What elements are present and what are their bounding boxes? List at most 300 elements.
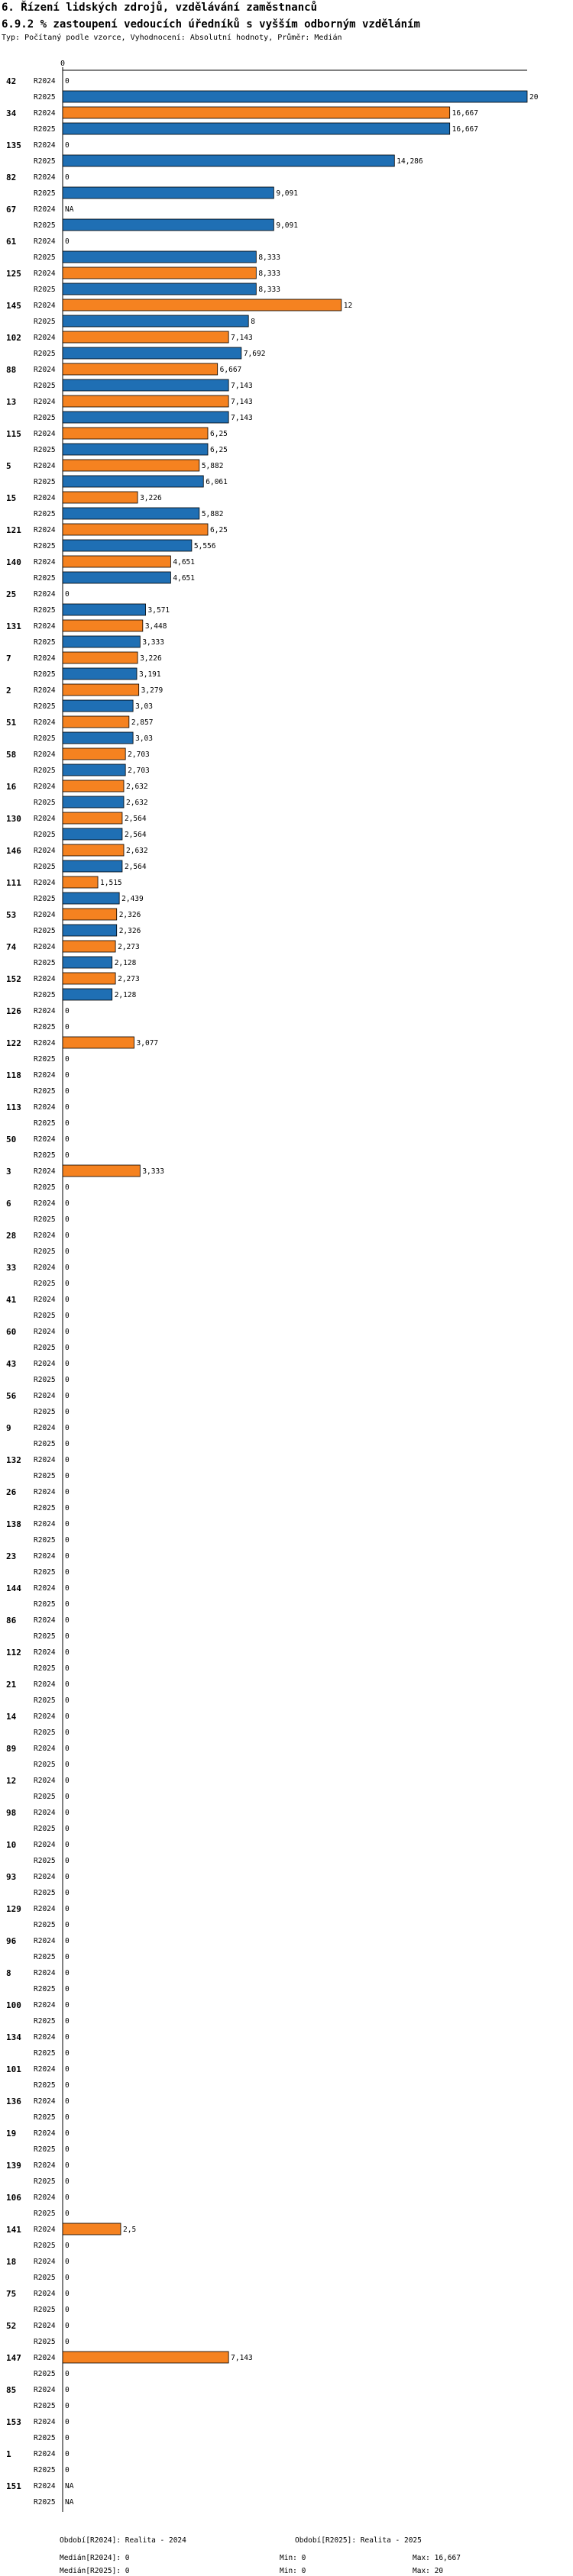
series-label: R2025 [34, 542, 56, 550]
series-label: R2024 [34, 462, 56, 470]
value-label: 0 [65, 2097, 70, 2106]
series-label: R2025 [34, 1985, 56, 1993]
group-label: 121 [6, 525, 21, 535]
group-label: 53 [6, 910, 17, 920]
chart-meta: Typ: Počítaný podle vzorce, Vyhodnocení: Absolutní hodnoty, Průměr: Medián [2, 34, 342, 42]
value-label: 0 [65, 2065, 70, 2074]
series-label: R2025 [34, 1472, 56, 1480]
value-label: 0 [65, 1023, 70, 1031]
series-label: R2024 [34, 1039, 56, 1048]
value-label: 0 [65, 2081, 70, 2090]
value-label: 0 [65, 2033, 70, 2042]
group-label: 21 [6, 1680, 17, 1690]
series-label: R2025 [34, 606, 56, 615]
footer-min-r2025: Min: 0 [280, 2567, 306, 2575]
bar-r2025 [63, 476, 203, 487]
value-label: 6,25 [210, 446, 228, 454]
series-label: R2024 [34, 1777, 56, 1785]
group-label: 144 [6, 1583, 21, 1593]
series-label: R2025 [34, 1376, 56, 1384]
group-label: 61 [6, 237, 17, 247]
value-label: 2,632 [126, 847, 148, 855]
value-label: 0 [65, 1568, 70, 1577]
series-label: R2024 [34, 1264, 56, 1272]
series-label: R2024 [34, 2290, 56, 2298]
value-label: 0 [65, 1135, 70, 1144]
series-label: R2025 [34, 1793, 56, 1801]
value-label: 0 [65, 2338, 70, 2346]
value-label: 4,651 [173, 558, 195, 567]
value-label: 0 [65, 2017, 70, 2026]
series-label: R2024 [34, 302, 56, 310]
group-label: 25 [6, 589, 17, 599]
series-label: R2025 [34, 1921, 56, 1929]
series-label: R2024 [34, 911, 56, 919]
value-label: 0 [65, 1664, 70, 1673]
series-label: R2025 [34, 2306, 56, 2314]
bar-r2024 [63, 1037, 134, 1048]
value-label: 0 [65, 2322, 70, 2330]
value-label: 2,128 [114, 991, 137, 999]
group-label: 147 [6, 2353, 21, 2363]
series-label: R2024 [34, 398, 56, 406]
series-label: R2025 [34, 959, 56, 967]
group-label: 153 [6, 2417, 21, 2427]
footer-median-r2024: Medián[R2024]: 0 [60, 2554, 130, 2562]
series-label: R2025 [34, 286, 56, 294]
value-label: 0 [65, 1552, 70, 1561]
value-label: 0 [65, 1071, 70, 1080]
value-label: 2,326 [118, 927, 141, 935]
value-label: 0 [65, 173, 70, 182]
value-label: 0 [65, 77, 70, 86]
series-label: R2025 [34, 2274, 56, 2282]
series-label: R2024 [34, 1296, 56, 1304]
footer-max-r2024: Max: 16,667 [413, 2554, 461, 2562]
value-label: 0 [65, 1456, 70, 1464]
series-label: R2025 [34, 2498, 56, 2507]
series-label: R2025 [34, 927, 56, 935]
value-label: 0 [65, 1087, 70, 1096]
group-label: 126 [6, 1006, 21, 1016]
series-label: R2025 [34, 2402, 56, 2410]
value-label: 6,25 [210, 526, 228, 534]
series-label: R2024 [34, 654, 56, 663]
series-label: R2024 [34, 622, 56, 631]
value-label: 3,226 [140, 494, 162, 502]
series-label: R2025 [34, 1151, 56, 1160]
value-label: 7,143 [231, 382, 253, 390]
value-label: 0 [65, 1376, 70, 1384]
value-label: 2,703 [128, 751, 150, 759]
bar-r2025 [63, 379, 228, 391]
bar-r2024 [63, 363, 218, 375]
group-label: 141 [6, 2225, 21, 2235]
series-label: R2025 [34, 1312, 56, 1320]
series-label: R2025 [34, 1825, 56, 1833]
value-label: 8,333 [258, 270, 280, 278]
value-label: 6,25 [210, 430, 228, 438]
value-label: 0 [65, 2434, 70, 2442]
value-label: 0 [65, 1472, 70, 1480]
series-label: R2024 [34, 494, 56, 502]
series-label: R2024 [34, 1680, 56, 1689]
group-label: 132 [6, 1455, 21, 1465]
bar-r2025 [63, 444, 208, 455]
group-label: 101 [6, 2064, 21, 2074]
bar-r2024 [63, 428, 208, 439]
value-label: 0 [65, 2466, 70, 2474]
value-label: 0 [65, 2290, 70, 2298]
group-label: 5 [6, 461, 11, 471]
series-label: R2024 [34, 1232, 56, 1240]
bar-r2024 [63, 909, 117, 920]
series-label: R2024 [34, 2450, 56, 2458]
group-label: 131 [6, 621, 21, 631]
bar-r2025 [63, 251, 256, 263]
value-label: 2,857 [131, 718, 154, 727]
series-label: R2024 [34, 109, 56, 118]
value-label: 0 [65, 1729, 70, 1737]
group-label: 74 [6, 942, 17, 952]
bar-r2025 [63, 700, 133, 712]
group-label: 125 [6, 269, 21, 279]
group-label: 88 [6, 365, 17, 375]
bar-r2025 [63, 315, 248, 327]
value-label: 0 [65, 2193, 70, 2202]
series-label: R2024 [34, 1456, 56, 1464]
group-label: 60 [6, 1327, 17, 1337]
group-label: 102 [6, 333, 21, 343]
value-label: 0 [65, 1248, 70, 1256]
value-label: 0 [65, 1696, 70, 1705]
series-label: R2025 [34, 1568, 56, 1577]
series-label: R2025 [34, 478, 56, 486]
series-label: R2025 [34, 2017, 56, 2026]
series-label: R2024 [34, 943, 56, 951]
bar-r2025 [63, 604, 146, 615]
value-label: 0 [65, 1680, 70, 1689]
series-label: R2024 [34, 2097, 56, 2106]
value-label: 0 [65, 2210, 70, 2218]
bar-r2025 [63, 668, 137, 680]
group-label: 7 [6, 654, 11, 663]
series-label: R2025 [34, 414, 56, 422]
series-label: R2024 [34, 2386, 56, 2394]
series-label: R2025 [34, 2370, 56, 2378]
group-label: 96 [6, 1936, 17, 1946]
series-label: R2025 [34, 670, 56, 679]
bar-r2025 [63, 636, 140, 647]
series-label: R2024 [34, 1616, 56, 1625]
group-label: 122 [6, 1038, 21, 1048]
value-label: 0 [65, 1199, 70, 1208]
value-label: 0 [65, 1392, 70, 1400]
value-label: 0 [65, 2370, 70, 2378]
value-label: 0 [65, 1280, 70, 1288]
group-label: 28 [6, 1231, 17, 1241]
group-label: 98 [6, 1808, 17, 1818]
series-label: R2024 [34, 334, 56, 342]
series-label: R2025 [34, 991, 56, 999]
series-label: R2025 [34, 1953, 56, 1961]
group-label: 82 [6, 173, 17, 182]
series-label: R2025 [34, 734, 56, 743]
series-label: R2024 [34, 1392, 56, 1400]
group-label: 139 [6, 2161, 21, 2171]
series-label: R2024 [34, 430, 56, 438]
group-label: 136 [6, 2097, 21, 2106]
bar-r2025 [63, 796, 124, 808]
series-label: R2024 [34, 1905, 56, 1913]
value-label: NA [65, 2498, 74, 2507]
group-label: 8 [6, 1968, 11, 1978]
series-label: R2025 [34, 2081, 56, 2090]
group-label: 106 [6, 2193, 21, 2203]
series-label: R2024 [34, 1584, 56, 1593]
series-label: R2025 [34, 1889, 56, 1897]
value-label: 7,143 [231, 398, 253, 406]
value-label: 20 [529, 93, 539, 102]
series-label: R2024 [34, 686, 56, 695]
value-label: 3,333 [142, 638, 164, 647]
value-label: 5,882 [201, 510, 224, 518]
series-label: R2024 [34, 237, 56, 246]
group-label: 134 [6, 2032, 21, 2042]
value-label: 0 [65, 237, 70, 246]
series-label: R2025 [34, 2049, 56, 2058]
group-label: 33 [6, 1263, 17, 1273]
series-label: R2024 [34, 1103, 56, 1112]
chart-subtitle: 6.9.2 % zastoupení vedoucích úředníků s vyšším odborným vzděláním [2, 18, 420, 31]
footer-period-r2025: Období[R2025]: Realita - 2025 [295, 2536, 422, 2545]
value-label: 0 [65, 2049, 70, 2058]
series-label: R2025 [34, 702, 56, 711]
value-label: 0 [65, 1264, 70, 1272]
value-label: 7,143 [231, 334, 253, 342]
value-label: 3,191 [139, 670, 161, 679]
value-label: 2,5 [123, 2226, 137, 2234]
group-label: 9 [6, 1423, 11, 1433]
series-label: R2024 [34, 1360, 56, 1368]
series-label: R2025 [34, 1696, 56, 1705]
series-label: R2024 [34, 2001, 56, 2009]
footer-max-r2025: Max: 20 [413, 2567, 444, 2575]
series-label: R2024 [34, 558, 56, 567]
group-label: 86 [6, 1616, 17, 1625]
value-label: 0 [65, 1408, 70, 1416]
group-label: 151 [6, 2481, 21, 2491]
series-label: R2025 [34, 1440, 56, 1448]
series-label: R2025 [34, 382, 56, 390]
value-label: 0 [65, 1440, 70, 1448]
value-label: 0 [65, 141, 70, 150]
value-label: 0 [65, 1825, 70, 1833]
value-label: 0 [65, 1344, 70, 1352]
group-label: 43 [6, 1359, 17, 1369]
value-label: 0 [65, 1151, 70, 1160]
group-label: 15 [6, 493, 17, 503]
group-label: 100 [6, 2000, 21, 2010]
value-label: 0 [65, 1360, 70, 1368]
series-label: R2025 [34, 221, 56, 230]
group-label: 129 [6, 1904, 21, 1914]
bar-r2024 [63, 941, 115, 952]
bar-r2024 [63, 524, 208, 535]
bar-r2025 [63, 828, 122, 840]
bar-r2024 [63, 267, 256, 279]
bar-r2025 [63, 187, 274, 199]
bar-r2025 [63, 508, 199, 519]
series-label: R2024 [34, 1937, 56, 1945]
group-label: 58 [6, 750, 17, 760]
value-label: 9,091 [276, 189, 298, 198]
series-label: R2024 [34, 173, 56, 182]
value-label: 0 [65, 1793, 70, 1801]
bar-r2024 [63, 973, 115, 984]
value-label: 4,651 [173, 574, 195, 583]
group-label: 135 [6, 140, 21, 150]
series-label: R2025 [34, 318, 56, 326]
series-label: R2025 [34, 1183, 56, 1192]
value-label: 0 [65, 1584, 70, 1593]
series-label: R2024 [34, 815, 56, 823]
value-label: 0 [65, 1761, 70, 1769]
value-label: 2,632 [126, 783, 148, 791]
value-label: 0 [65, 2402, 70, 2410]
series-label: R2025 [34, 1664, 56, 1673]
value-label: 7,143 [231, 2354, 253, 2362]
series-label: R2024 [34, 1199, 56, 1208]
group-label: 75 [6, 2289, 17, 2299]
value-label: 7,692 [243, 350, 266, 358]
series-label: R2025 [34, 510, 56, 518]
value-label: 0 [65, 1985, 70, 1993]
series-label: R2025 [34, 2210, 56, 2218]
bar-r2024 [63, 652, 138, 663]
group-label: 2 [6, 686, 11, 696]
bar-r2025 [63, 989, 112, 1000]
value-label: 0 [65, 2145, 70, 2154]
value-label: 2,564 [124, 815, 147, 823]
series-label: R2024 [34, 2258, 56, 2266]
bar-r2025 [63, 860, 122, 872]
bar-r2025 [63, 732, 133, 744]
bar-r2024 [63, 748, 125, 760]
value-label: 0 [65, 1905, 70, 1913]
group-label: 112 [6, 1648, 21, 1658]
value-label: 0 [65, 1632, 70, 1641]
series-label: R2024 [34, 2322, 56, 2330]
value-label: 0 [65, 2258, 70, 2266]
bar-r2024 [63, 780, 124, 792]
bar-r2025 [63, 764, 125, 776]
series-label: R2024 [34, 1167, 56, 1176]
series-label: R2025 [34, 2466, 56, 2474]
series-label: R2025 [34, 574, 56, 583]
series-label: R2024 [34, 2129, 56, 2138]
group-label: 42 [6, 76, 17, 86]
value-label: 0 [65, 1745, 70, 1753]
group-label: 18 [6, 2257, 17, 2267]
group-label: 93 [6, 1872, 17, 1882]
series-label: R2025 [34, 1504, 56, 1512]
value-label: 0 [65, 2177, 70, 2186]
value-label: 0 [65, 1969, 70, 1977]
series-label: R2025 [34, 2145, 56, 2154]
group-label: 51 [6, 718, 17, 728]
group-label: 138 [6, 1519, 21, 1529]
group-label: 26 [6, 1487, 17, 1497]
value-label: 3,226 [140, 654, 162, 663]
value-label: 0 [65, 1296, 70, 1304]
value-label: 0 [65, 1215, 70, 1224]
footer-median-r2025: Medián[R2025]: 0 [60, 2567, 130, 2575]
series-label: R2025 [34, 638, 56, 647]
value-label: 0 [65, 1777, 70, 1785]
group-label: 19 [6, 2129, 17, 2139]
value-label: 0 [65, 1183, 70, 1192]
value-label: 2,703 [128, 767, 150, 775]
bar-r2025 [63, 155, 394, 166]
series-label: R2024 [34, 1841, 56, 1849]
value-label: 16,667 [452, 109, 479, 118]
value-label: NA [65, 205, 74, 214]
value-label: 7,143 [231, 414, 253, 422]
value-label: 3,333 [142, 1167, 164, 1176]
series-label: R2024 [34, 1648, 56, 1657]
value-label: 0 [65, 2306, 70, 2314]
bar-r2024 [63, 684, 139, 696]
value-label: 0 [65, 1712, 70, 1721]
series-label: R2024 [34, 77, 56, 86]
value-label: 6,667 [219, 366, 242, 374]
series-label: R2024 [34, 1135, 56, 1144]
bar-r2025 [63, 219, 274, 231]
bar-r2024 [63, 299, 342, 311]
group-label: 67 [6, 205, 17, 215]
value-label: 3,03 [135, 702, 154, 711]
group-label: 146 [6, 846, 21, 856]
value-label: 0 [65, 1648, 70, 1657]
group-label: 56 [6, 1391, 17, 1401]
bar-r2025 [63, 572, 170, 583]
series-label: R2024 [34, 1809, 56, 1817]
series-label: R2024 [34, 270, 56, 278]
series-label: R2024 [34, 2033, 56, 2042]
value-label: 0 [65, 1424, 70, 1432]
value-label: 8,333 [258, 253, 280, 262]
bar-r2024 [63, 844, 124, 856]
series-label: R2024 [34, 718, 56, 727]
bar-r2025 [63, 893, 119, 904]
series-label: R2024 [34, 783, 56, 791]
value-label: 0 [65, 1488, 70, 1496]
value-label: 0 [65, 2129, 70, 2138]
group-label: 13 [6, 397, 17, 407]
bar-r2024 [63, 876, 98, 888]
value-label: 16,667 [452, 125, 479, 134]
series-label: R2025 [34, 189, 56, 198]
series-label: R2025 [34, 93, 56, 102]
value-label: 0 [65, 1504, 70, 1512]
series-label: R2025 [34, 1344, 56, 1352]
series-label: R2025 [34, 767, 56, 775]
series-label: R2024 [34, 1969, 56, 1977]
value-label: 6,061 [206, 478, 228, 486]
group-label: 34 [6, 108, 17, 118]
group-label: 23 [6, 1551, 17, 1561]
